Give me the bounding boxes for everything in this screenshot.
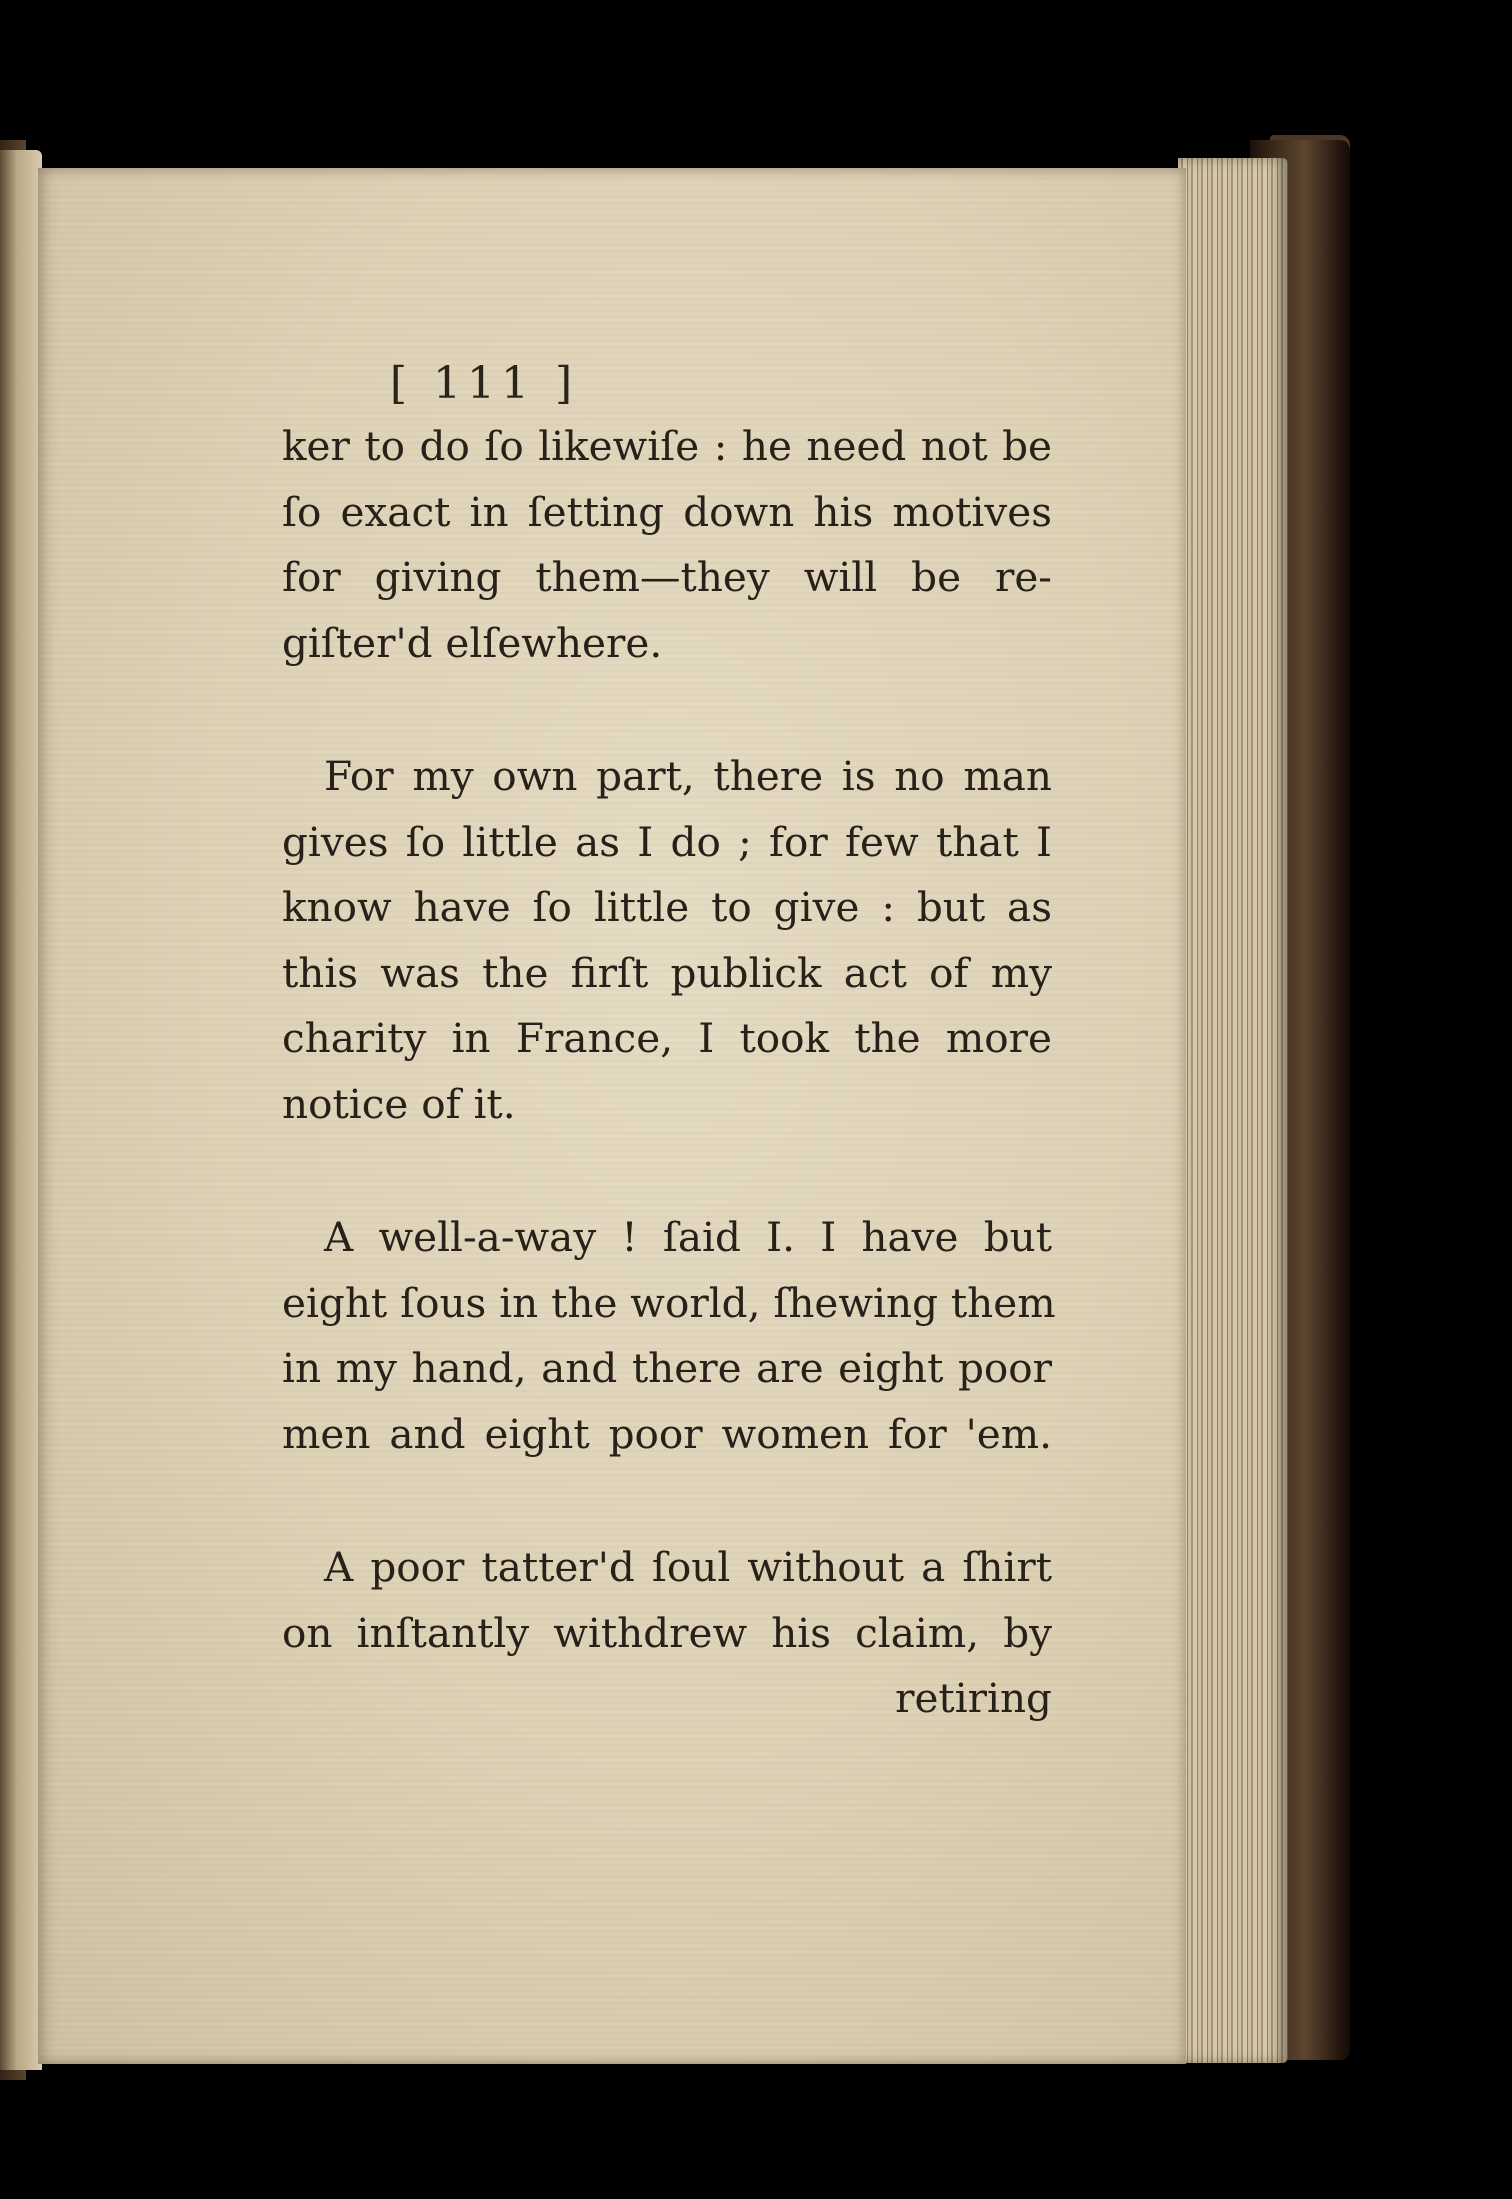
page-edges [1178,158,1288,2063]
text-line: eight ſous in the world, ſhewing them [282,1278,1056,1327]
text-line: For my own part, there is no man [324,752,1052,800]
previous-page-edge [0,150,42,2070]
text-line: ſo exact in ſetting down his motives [282,487,1052,536]
text-line: on inſtantly withdrew his claim, by [282,1608,1052,1657]
text-line: for giving them—they will be re- [282,553,1052,601]
text-line: notice of it. [282,1079,516,1128]
page-number-header: [ 111 ] [389,358,579,409]
text-line: A poor tatter'd ſoul without a ſhirt [324,1543,1052,1591]
text-line: in my hand, and there are eight poor [282,1344,1052,1392]
book-page [38,168,1186,2064]
text-line: giſter'd elſewhere. [282,618,663,667]
text-line: men and eight poor women for 'em. [282,1409,1052,1458]
catchword: retiring [895,1674,1052,1722]
text-line: A well-a-way ! ſaid I. I have but [324,1213,1052,1261]
text-line: charity in France, I took the more [282,1014,1052,1062]
text-line: this was the firſt publick act of my [282,948,1052,997]
text-line: gives ſo little as I do ; for few that I [282,817,1052,866]
page-text [282,414,1056,1732]
text-line: know have ſo little to give : but as [282,883,1052,931]
text-line: ker to do ſo likewiſe : he need not be [282,422,1052,470]
